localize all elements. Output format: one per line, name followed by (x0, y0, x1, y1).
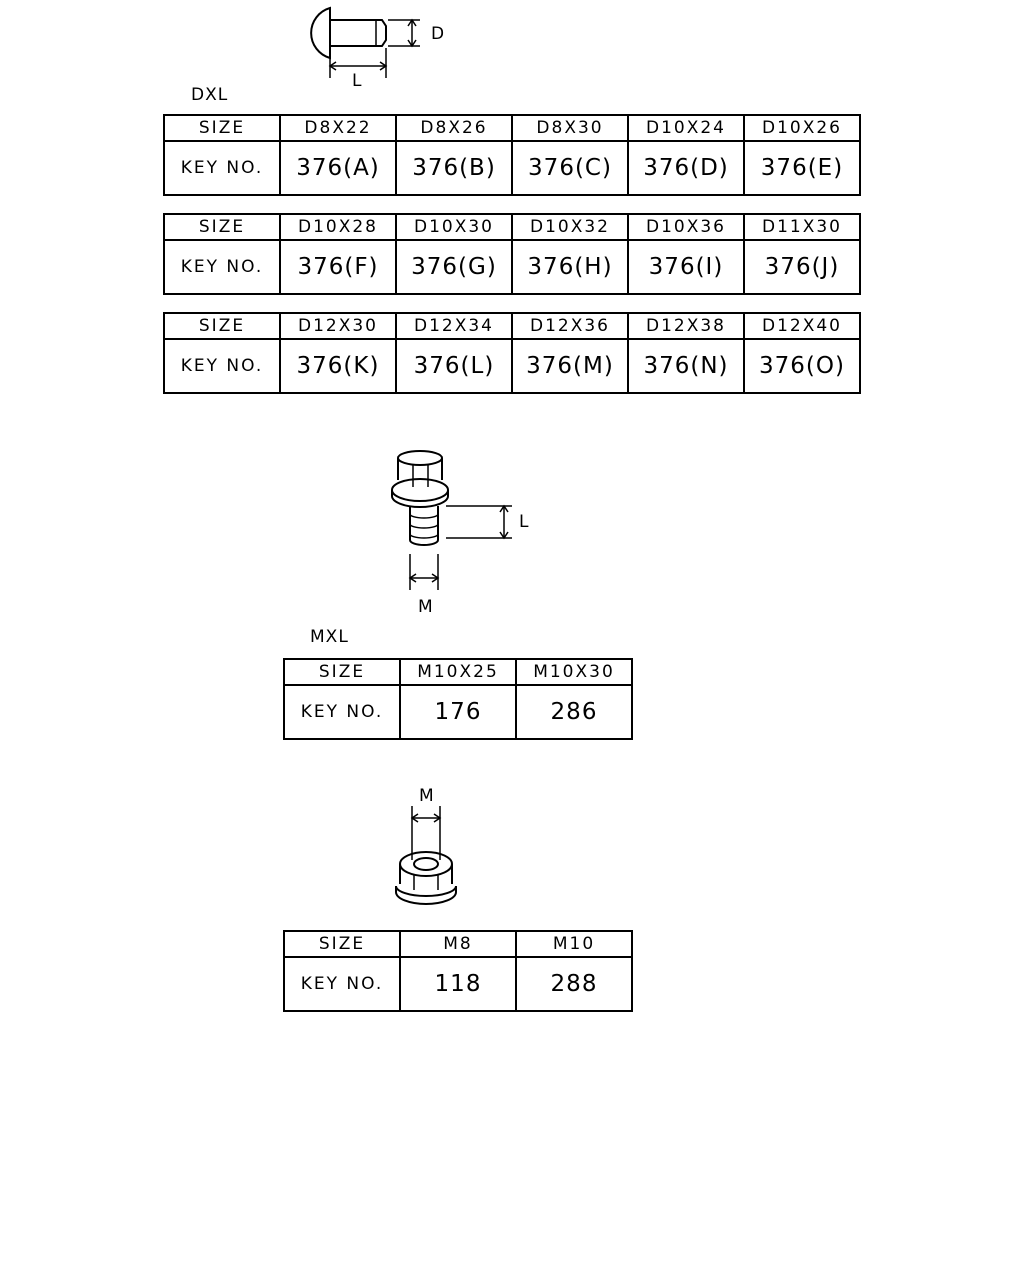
size-cell: M10X25 (400, 659, 516, 685)
size-cell: D12X40 (744, 313, 860, 339)
size-cell: D10X36 (628, 214, 744, 240)
size-cell: D10X24 (628, 115, 744, 141)
size-cell: D12X36 (512, 313, 628, 339)
size-cell: D12X30 (280, 313, 396, 339)
key-cell: 376(J) (744, 240, 860, 294)
key-cell: 376(F) (280, 240, 396, 294)
key-cell: 376(N) (628, 339, 744, 393)
key-cell: 376(O) (744, 339, 860, 393)
size-header: SIZE (164, 115, 280, 141)
size-cell: D8X22 (280, 115, 396, 141)
size-cell: D12X38 (628, 313, 744, 339)
size-cell: D11X30 (744, 214, 860, 240)
key-cell: 376(L) (396, 339, 512, 393)
bolt-dim-m-label: M (418, 597, 434, 617)
size-header: SIZE (164, 214, 280, 240)
key-cell: 376(I) (628, 240, 744, 294)
size-cell: D10X30 (396, 214, 512, 240)
bolt-caption: MXL (310, 627, 349, 647)
key-header: KEY NO. (284, 685, 400, 739)
nut-size-table (283, 930, 633, 1012)
nut-dim-m-label: M (419, 786, 435, 806)
size-cell: M10X30 (516, 659, 632, 685)
key-cell: 376(M) (512, 339, 628, 393)
size-cell: D8X30 (512, 115, 628, 141)
key-cell: 176 (400, 685, 516, 739)
key-cell: 288 (516, 957, 632, 1011)
key-header: KEY NO. (284, 957, 400, 1011)
rivet-size-table-1 (163, 114, 861, 196)
size-header: SIZE (164, 313, 280, 339)
rivet-dim-d-label: D (431, 24, 446, 44)
size-cell: D10X26 (744, 115, 860, 141)
key-cell: 376(H) (512, 240, 628, 294)
size-cell: D10X28 (280, 214, 396, 240)
bolt-dim-l-label: L (519, 512, 530, 532)
size-cell: M8 (400, 931, 516, 957)
key-cell: 286 (516, 685, 632, 739)
size-cell: M10 (516, 931, 632, 957)
rivet-dim-l-label: L (352, 71, 363, 91)
key-header: KEY NO. (164, 339, 280, 393)
size-header: SIZE (284, 931, 400, 957)
size-cell: D8X26 (396, 115, 512, 141)
size-cell: D12X34 (396, 313, 512, 339)
key-cell: 118 (400, 957, 516, 1011)
flange-bolt-drawing (0, 440, 1024, 640)
key-header: KEY NO. (164, 141, 280, 195)
key-cell: 376(C) (512, 141, 628, 195)
key-cell: 376(E) (744, 141, 860, 195)
key-cell: 376(G) (396, 240, 512, 294)
size-cell: D10X32 (512, 214, 628, 240)
flange-nut-drawing (0, 780, 1024, 910)
rivet-size-table-2 (163, 213, 861, 295)
key-cell: 376(K) (280, 339, 396, 393)
rivet-drawing (0, 0, 1024, 100)
key-cell: 376(B) (396, 141, 512, 195)
rivet-caption: DXL (191, 85, 229, 105)
key-cell: 376(D) (628, 141, 744, 195)
bolt-size-table (283, 658, 633, 740)
key-header: KEY NO. (164, 240, 280, 294)
size-header: SIZE (284, 659, 400, 685)
rivet-size-table-3 (163, 312, 861, 394)
key-cell: 376(A) (280, 141, 396, 195)
